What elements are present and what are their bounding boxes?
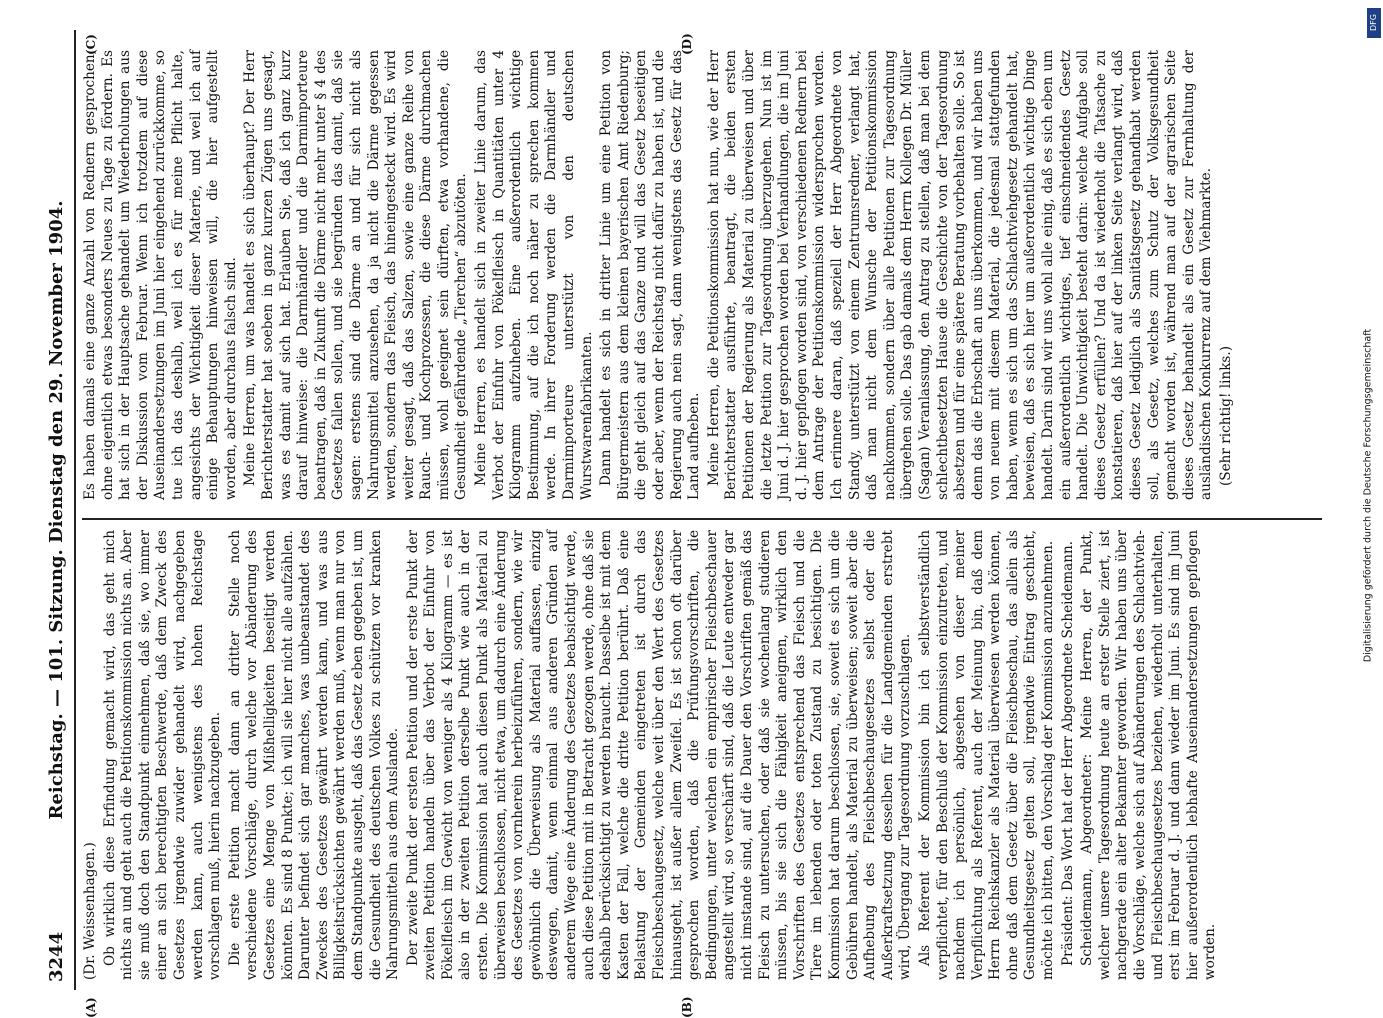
- credit-strip: [1363, 20, 1377, 980]
- page-title: Reichstag. — 101. Sitzung. Dienstag den 29. November 1904.: [46, 30, 67, 990]
- paragraph: Dann handelt es sich in dritter Linie um eine Petition von Bürgermeistern aus dem kleinen bayerischen Amt Riedenburg; die geht gleich auf das Ganze und will das Gesetz beseitigen oder aber, wenn der Reichstag nicht dafür zu haben ist, und die Regierung auch nein sagt, dann wenigstens das Gesetz für das Land aufheben.: [598, 50, 704, 500]
- paragraph: Es haben damals eine ganze Anzahl von Rednern gesprochen, ohne eigentlich etwas besonders Neues zu Tage zu fördern. Es hat sich in der Hauptsache gehandelt um Wiederholungen aus der Diskussion vom Februar. Wenn ich trotzdem auf diese Auseinandersetzungen im Juni hier eingehend zurückkomme, so tue ich das deshalb, weil ich es für meine Pflicht halte, angesichts der Wichtigkeit dieser Materie, und weil ich auf einige Behauptungen hinweisen will, die hier aufgestellt worden, aber durchaus falsch sind.: [82, 50, 240, 500]
- paragraph: Meine Herren, um was handelt es sich überhaupt? Der Herr Berichterstatter hat soeben in ganz kurzen Zügen uns gesagt, was es damit auf sich hat. Erlauben Sie, daß ich ganz kurz darauf hinweise: die Darmhändler und die Darmimporteure beantragen, daß in Zukunft die Därme nicht mehr unter § 4 des Gesetzes fallen sollen, und sie begründen das damit, daß sie sagen: erstens sind die Därme an und für sich nicht als Nahrungsmittel anzusehen, da ja nicht die Därme gegessen werden, sondern das Fleisch, das hineingesteckt wird. Es wird weiter gesagt, daß das Salzen, sowie eine ganze Reihe von Rauch- und Kochprozessen, die diese Därme durchmachen müssen, wohl geeignet sein dürften, etwa vorhandene, die Gesundheit gefährdende „Tierchen“ abzutöten.: [242, 50, 471, 500]
- digitization-credit: Digitalisierung gefördert durch die Deutsche Forschungsgemeinschaft: [1363, 26, 1374, 966]
- column-divider: [82, 519, 1322, 521]
- paragraph: (Dr. Weissenhagen.): [82, 530, 100, 980]
- paragraph: (Sehr richtig! links.): [1218, 50, 1236, 500]
- margin-mark-d: (D): [680, 33, 694, 55]
- margin-mark-c: (C): [84, 34, 98, 55]
- page-number: 3244: [46, 932, 67, 982]
- paragraph: Scheidemann, Abgeordneter: Meine Herren, der Punkt, welcher unsere Tagesordnung heute an erster Stelle ziert, ist nachgerade ein alter Bekannter geworden. Wir haben uns über die Vorschläge, welche sich auf Abänderungen des Schlachtvieh- und Fleischbeschaugesetzes beziehen, wiederholt unterhalten, erst im Februar d. J. und dann wieder im Juni. Es sind im Juni hier außerordentlich lebhafte Auseinandersetzungen gepflogen worden.: [1079, 530, 1220, 980]
- paragraph: Als Referent der Kommission bin ich selbstverständlich verpflichtet, für den Beschluß der Kommission einzutreten, und nachdem ich persönlich, abgesehen von dieser meiner Verpflichtung als Referent, auch der Meinung bin, daß dem Herrn Reichskanzler als Material überwiesen werden können, ohne daß dem Gesetz über die Fleischbeschau, das allein als Gesundheitsgesetz gelten soll, irgendwie Eintrag geschieht, möchte ich bitten, den Vorschlag der Kommission anzunehmen.: [917, 530, 1058, 980]
- dfg-logo: DFG: [1367, 8, 1381, 38]
- left-column: [82, 530, 1222, 980]
- paragraph: Die erste Petition macht dann an dritter Stelle noch verschiedene Vorschläge, durch welche vor Abänderung des Gesetzes eine Menge von Mißhelligkeiten beseitigt werden könnten. Es sind 8 Punkte; ich will sie hier nicht alle aufzählen. Darunter befindet sich gar manches, was unbeanstandet des Zweckes des Gesetzes gewährt werden kann, und was aus Billigkeitsrücksichten gewährt werden muß, wenn man nur von dem Standpunkte ausgeht, daß das Gesetz eben gegeben ist, um die Gesundheit des deutschen Volkes zu schützen vor kranken Nahrungsmitteln aus dem Auslande.: [227, 530, 403, 980]
- paragraph: Der zweite Punkt der ersten Petition und der erste Punkt der zweiten Petition handeln über das Verbot der Einfuhr von Pökelfleisch im Gewicht von weniger als 4 Kilogramm — es ist also in der zweiten Petition derselbe Punkt wie auch in der ersten. Die Kommission hat auch diesen Punkt als Material zu überweisen beschlossen, nicht etwa, um dadurch eine Änderung des Gesetzes von vornherein herbeizuführen, sondern, wie wir gewöhnlich die Überweisung als Material auffassen, einzig deswegen, damit, wenn einmal aus anderen Gründen auf anderem Wege eine Änderung des Gesetzes beabsichtigt werde, auch diese Petition mit in Betracht gezogen werde, ohne daß sie deshalb berücksichtigt zu werden braucht. Dasselbe ist mit dem Kasten der Fall, welche die dritte Petition berührt. Daß eine Belastung der Gemeinden eingetreten ist durch das Fleischbeschaugesetz, welche weit über den Wert des Gesetzes hinausgeht, ist außer allem Zweifel. Es ist schon oft darüber gesprochen worden, daß die Prüfungsvorschriften, die Bedingungen, unter welchen ein empirischer Fleischbeschauer angestellt wird, so verschärft sind, daß die Leute entweder gar nicht imstande sind, auf die Dauer den Vorschriften gemäß das Fleisch zu untersuchen, oder daß sie wochenlang studieren müssen, bis sie sich die Fähigkeit aneignen, wirklich den Vorschriften des Gesetzes entsprechend das Fleisch und die Tiere im lebenden oder toten Zustand zu besichtigen. Die Kommission hat darum beschlossen, sie, soweit es sich um die Gebühren handelt, als Material zu überweisen; soweit aber die Aufhebung des Fleischbeschaugesetzes selbst oder die Außerkraftsetzung desselben für die Landgemeinden erstrebt wird, Übergang zur Tagesordnung vorzuschlagen.: [405, 530, 915, 980]
- right-column: [82, 50, 1238, 500]
- paragraph: Meine Herren, es handelt sich in zweiter Linie darum, das Verbot der Einfuhr von Pökelfleisch in Quantitäten unter 4 Kilogramm aufzuheben. Eine außerordentlich wichtige Bestimmung, auf die ich noch näher zu sprechen kommen werde. In ihrer Forderung werden die Darmhändler und Darmimporteure unterstützt von den deutschen Wurstwarenfabrikanten.: [473, 50, 596, 500]
- paragraph: Ob wirklich diese Erfindung gemacht wird, das geht mich nichts an und geht auch die Petitionskommission nichts an. Aber sie muß doch den Standpunkt einnehmen, daß sie, wo immer einer an sich berechtigten Beschwerde, daß dem Zweck des Gesetzes irgendwie zuwider gehandelt wird, nachgegeben werden kann, auch wenigstens des hohen Reichstage vorschlagen muß, hierin nachzugeben.: [102, 530, 225, 980]
- paragraph: Präsident: Das Wort hat der Herr Abgeordnete Scheidemann.: [1060, 530, 1078, 980]
- rotated-page-content: [40, 30, 1330, 990]
- page-header: [40, 30, 76, 990]
- paragraph: Meine Herren, die Petitionskommission hat nun, wie der Herr Berichterstatter ausführte, beantragt, die beiden ersten Petitionen der Regierung als Material zu überweisen und über die letzte Petition zur Tagesordnung überzugehen. Nun ist im Juni d. J. hier gesprochen worden bei Verhandlungen, die im Juni d. J. hier gepflogen worden sind, von verschiedenen Rednern bei dem Antrage der Petitionskommission widersprochen worden. Ich erinnere daran, daß speziell der Herr Abgeordnete von Standy, unterstützt von einem Zentrumsredner, verlangt hat, daß man nicht dem Wunsche der Petitionskommission nachkommen, sondern über alle Petitionen zur Tagesordnung übergehen solle. Das gab damals dem Herrn Kollegen Dr. Müller (Sagan) Veranlassung, den Antrag zu stellen, daß man bei dem schlechtbesetzten Hause die Geschichte von der Tagesordnung absetzen und für eine spätere Beratung vorbehalten solle. So ist denn das die Erbschaft an uns überkommen, und wir haben uns von neuem mit diesem Material, die jedesmal stattgefunden haben, wenn es sich um das Schlachtviehgesetz gehandelt hat, beweisen, daß es sich hier um außerordentlich wichtige Dinge handelt. Darin sind wir uns wohl alle einig, daß es sich eben um ein außerordentlich wichtiges, tief einschneidendes Gesetz handelt. Die Unwichtigkeit besteht darin: welche Aufgabe soll dieses Gesetz erfüllen? Und da ist wiederholt die Tatsache zu konstatieren, daß hier auf der linken Seite verlangt wird, daß dieses Gesetz lediglich als Sanitätsgesetz gehandhabt werden soll, als Gesetz, welches zum Schutz der Volksgesundheit gemacht worden ist, während man auf der agrarischen Seite dieses Gesetz behandelt als ein Gesetz zur Fernhaltung der ausländischen Konkurrenz auf dem Viehmarkte.: [706, 50, 1216, 500]
- margin-mark-b: (B): [680, 997, 694, 1018]
- margin-mark-a: (A): [84, 997, 98, 1018]
